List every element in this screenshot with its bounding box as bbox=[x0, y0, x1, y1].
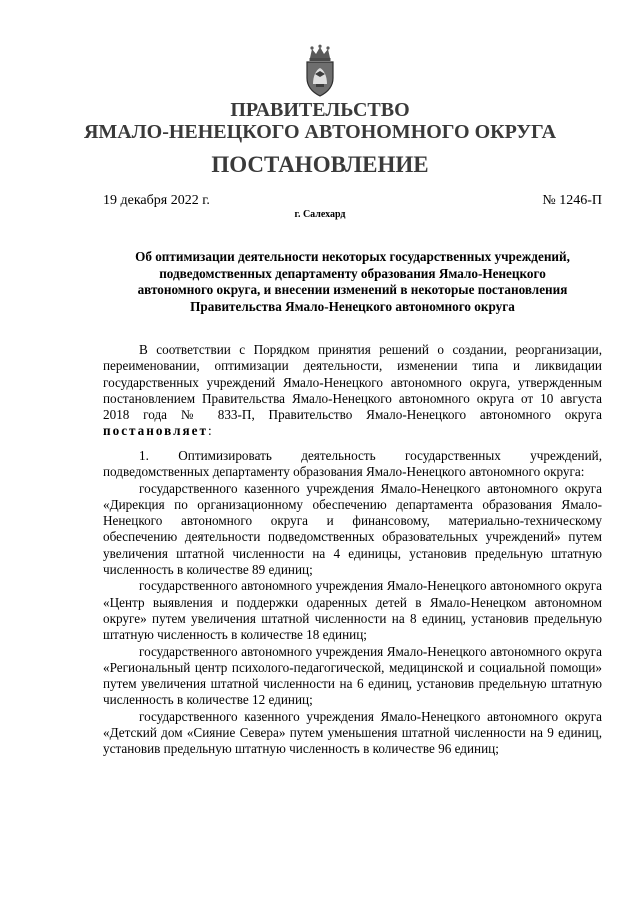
document-number: № 1246-П bbox=[542, 193, 602, 208]
heading-line: Об оптимизации деятельности некоторых государственных учреждений, bbox=[135, 249, 570, 264]
government-title-line2: ЯМАЛО-НЕНЕЦКОГО АВТОНОМНОГО ОКРУГА bbox=[83, 121, 557, 143]
document-heading bbox=[103, 249, 602, 315]
heading-line: подведомственных департаменту образования Ямало-Ненецкого bbox=[159, 265, 546, 281]
preamble-emphasis: постановляет bbox=[103, 423, 208, 439]
decree-item-1 bbox=[103, 448, 602, 758]
document-date: 19 декабря 2022 г. bbox=[103, 193, 210, 208]
item1-intro: 1. Оптимизировать деятельность государственных учреждений, подведомственных департаменту образования Ямало-Ненецкого автономного округа: bbox=[103, 448, 602, 480]
heading-line: автономного округа, и внесении изменений в некоторые постановления bbox=[137, 282, 568, 297]
government-title-line1: ПРАВИТЕЛЬСТВО bbox=[230, 99, 410, 121]
preamble-paragraph bbox=[103, 342, 602, 440]
heading-line: Правительства Ямало-Ненецкого автономного округа bbox=[190, 298, 515, 314]
preamble-text: В соответствии с Порядком принятия решений о создании, реорганизации, переименовании, оптимизации деятельности, изменении типа и ликвидации государственных учреждений Ямало-Ненецкого автономного округа, утвержденным постановлением Правительства Ямало-Ненецкого автономного округа от 10 августа 2018 года № 833-П, Правительство Ямало-Ненецкого автономного округа bbox=[103, 342, 602, 423]
document-type: ПОСТАНОВЛЕНИЕ bbox=[211, 152, 429, 177]
subitem: государственного автономного учреждения Ямало-Ненецкого автономного округа «Центр выявления и поддержки одаренных детей в Ямало-Ненецком автономном округе» путем увеличения штатной численности на 8 единиц, установив предельную штатную численность в количестве 18 единиц; bbox=[103, 578, 602, 643]
coat-of-arms-icon bbox=[300, 44, 340, 98]
document-city: г. Салехард bbox=[294, 209, 346, 220]
subitem: государственного автономного учреждения Ямало-Ненецкого автономного округа «Региональный центр психолого-педагогической, медицинской и социальной помощи» путем увеличения штатной численности на 6 единиц, установив предельную штатную численность в количестве 12 единиц; bbox=[103, 643, 602, 708]
subitem: государственного казенного учреждения Ямало-Ненецкого автономного округа «Дирекция по организационному обеспечению департамента образования Ямало-Ненецкого автономного округа и финансовому, материально-техническому обеспечению деятельности подведомственных образовательных учреждений» путем увеличения штатной численности на 4 единицы, установив предельную штатную численность в количестве 89 единиц; bbox=[103, 480, 602, 578]
subitem: государственного казенного учреждения Ямало-Ненецкого автономного округа «Детский дом «Сияние Севера» путем уменьшения штатной численности на 9 единиц, установив предельную штатную численность в количестве 96 единиц; bbox=[103, 708, 602, 757]
preamble-end: : bbox=[207, 423, 212, 439]
